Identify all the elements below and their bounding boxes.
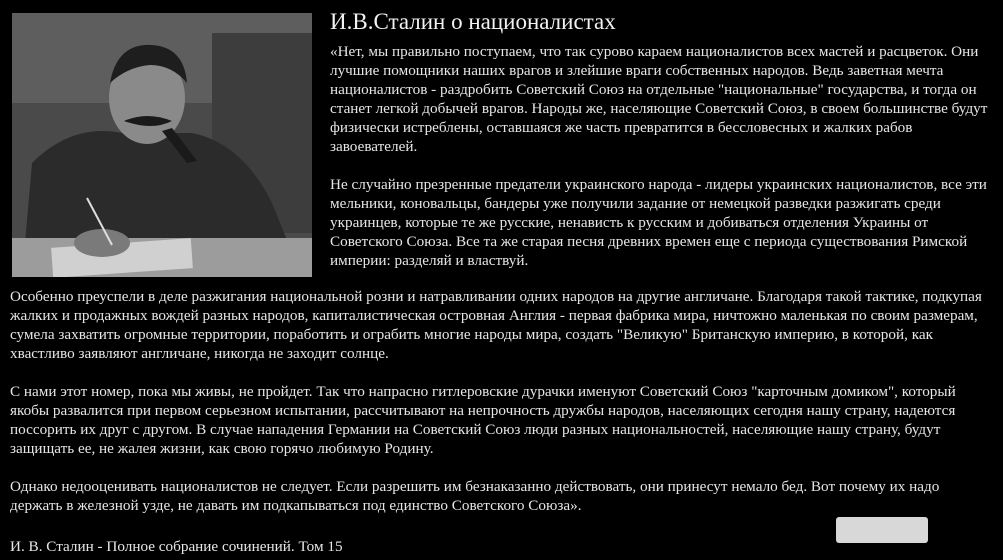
quote-paragraph: С нами этот номер, пока мы живы, не пройдет. Так что напрасно гитлеровские дурачки именуют Советский Союз "карточным домиком", который якобы развалится при первом серьезном испытании, рассчитывают на непрочность дружбы народов, населяющих сегодня нашу страну, надеются поссорить их друг с другом. В случае нападения Германии на Советский Союз люди разных национальностей, населяющие нашу страну, будут защищать ее, не жалея жизни, как свою горячо любимую Родину.: [10, 383, 956, 457]
quote-paragraph: «Нет, мы правильно поступаем, что так сурово караем националистов всех мастей и расцветок. Они лучшие помощники наших врагов и злейшие враги собственных народов. Ведь заветная мечта националистов - раздробить Советский Союз на отдельные "национальные" государства, и тогда он станет легкой добычей врагов. Народы же, населяющие Советский Союз, в своем большинстве будут физически истреблены, оставшаяся же часть превратится в бессловесных и жалких рабов завоевателей.: [330, 43, 988, 155]
quote-paragraph: Не случайно презренные предатели украинского народа - лидеры украинских националистов, все эти мельники, коновальцы, бандеры уже получили задание от немецкой разведки разжигать среди украинцев, которые те же русские, ненависть к русским и добиваться отделения Украины от Советского Союза. Все та же старая песня древних времен еще с периода существования Римской империи: разделяй и властвуй.: [330, 176, 987, 269]
quote-paragraph: Однако недооценивать националистов не следует. Если разрешить им безнаказанно действовать, они принесут немало бед. Вот почему их надо держать в железной узде, не давать им подкапываться под единство Советского Союза».: [10, 478, 940, 514]
stalin-photo: [12, 13, 312, 277]
source-citation: И. В. Сталин - Полное собрание сочинений. Том 15: [10, 538, 343, 555]
watermark-logo: [836, 517, 928, 543]
quote-paragraph: Особенно преуспели в деле разжигания национальной розни и натравливании одних народов на другие англичане. Благодаря такой тактике, подкупая жалких и продажных вождей разных народов, капиталистическая островная Англия - первая фабрика мира, ничтожно маленькая по своим размерам, сумела захватить огромные территории, поработить и ограбить многие народы мира, создать "Великую" Британскую империю, в которой, как хвастливо заявляют англичане, никогда не заходит солнце.: [10, 288, 982, 362]
page-title: И.В.Сталин о националистах: [330, 9, 616, 34]
quote-top: [330, 42, 990, 289]
quote-bottom: [10, 287, 995, 534]
